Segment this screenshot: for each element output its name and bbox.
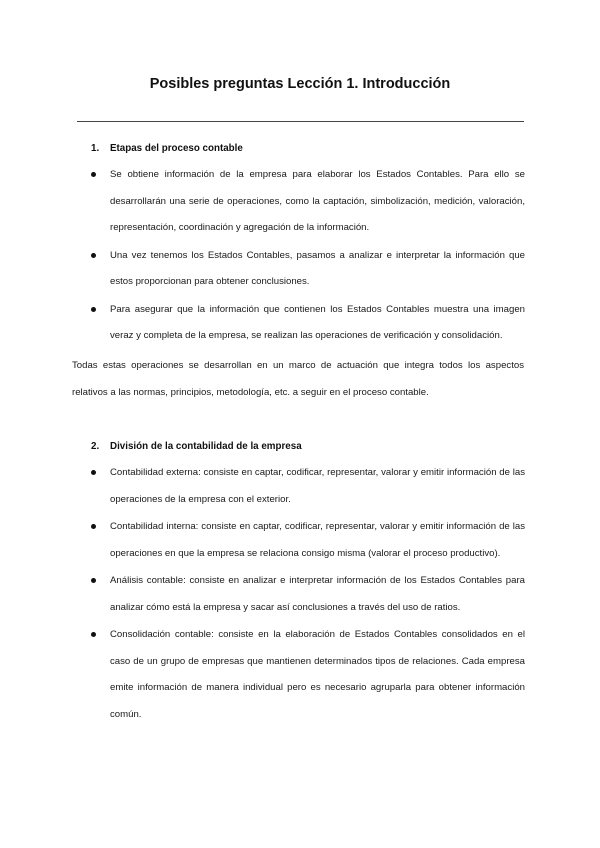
section-1-bullet-list <box>91 162 525 350</box>
list-item-text: Para asegurar que la información que contienen los Estados Contables muestra una imagen veraz y completa de la empresa, se realizan las operaciones de verificación y consolidación. <box>110 303 525 341</box>
bullet-icon <box>91 578 96 583</box>
list-item <box>91 243 525 296</box>
title-divider <box>77 121 524 122</box>
list-item <box>91 622 525 728</box>
bullet-icon <box>91 307 96 312</box>
bullet-icon <box>91 253 96 258</box>
list-item-text: Una vez tenemos los Estados Contables, pasamos a analizar e interpretar la información que estos proporcionan para obtener conclusiones. <box>110 249 525 287</box>
section-1-number: 1. <box>91 143 100 154</box>
bullet-icon <box>91 172 96 177</box>
list-item-text: Contabilidad externa: consiste en captar, codificar, representar, valorar y emitir información de las operaciones de la empresa con el exterior. <box>110 467 525 505</box>
section-2-bullet-list <box>91 460 525 728</box>
section-1-heading <box>91 143 491 157</box>
list-item-text: Se obtiene información de la empresa para elaborar los Estados Contables. Para ello se desarrollarán una serie de operaciones, como la captación, simbolización, medición, valoración, representación, coordinación y agregación de la información. <box>110 169 525 233</box>
bullet-icon <box>91 470 96 475</box>
list-item-text: Consolidación contable: consiste en la elaboración de Estados Contables consolidados en el caso de un grupo de empresas que mantienen determinados tipos de relaciones. Cada empresa emite información de manera individual pero es necesario agruparla para obtener información común. <box>110 629 525 720</box>
page-title: Posibles preguntas Lección 1. Introducción <box>149 76 451 92</box>
section-2-heading <box>91 441 491 455</box>
bullet-icon <box>91 632 96 637</box>
section-2-title: División de la contabilidad de la empresa <box>110 441 302 452</box>
list-item-text: Contabilidad interna: consiste en captar, codificar, representar, valorar y emitir información de las operaciones en que la empresa se relaciona consigo misma (valorar el proceso productivo). <box>110 521 525 559</box>
list-item <box>91 460 525 513</box>
bullet-icon <box>91 524 96 529</box>
section-1-title: Etapas del proceso contable <box>110 143 243 154</box>
list-item <box>91 297 525 350</box>
list-item-text: Análisis contable: consiste en analizar e interpretar información de los Estados Contables para analizar cómo está la empresa y sacar así conclusiones a través del uso de ratios. <box>110 575 525 613</box>
section-1-paragraph: Todas estas operaciones se desarrollan en un marco de actuación que integra todos los aspectos relativos a las normas, principios, metodología, etc. a seguir en el proceso contable. <box>72 360 524 398</box>
list-item <box>91 568 525 621</box>
section-2-number: 2. <box>91 441 100 452</box>
list-item <box>91 162 525 242</box>
list-item <box>91 514 525 567</box>
